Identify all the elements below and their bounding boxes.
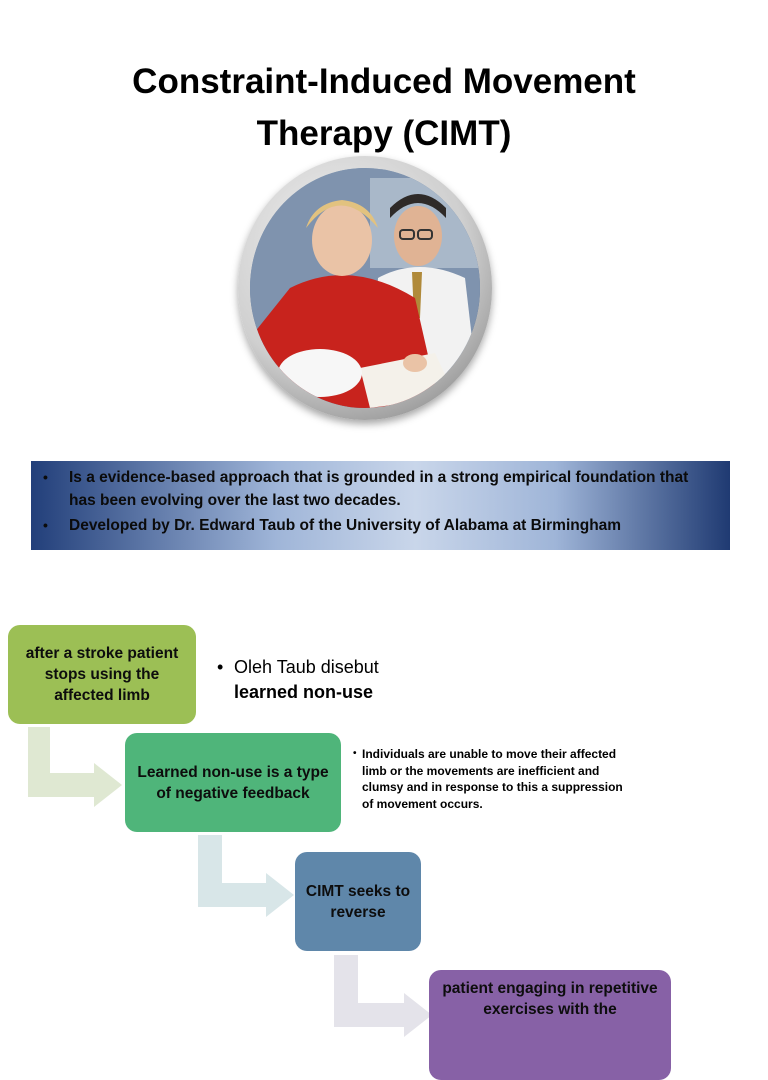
bullet-icon: • (353, 748, 357, 759)
page-title (60, 56, 708, 160)
note-individuals (353, 746, 625, 812)
flow-step-stroke (8, 625, 196, 724)
note-line: Oleh Taub disebut (234, 657, 379, 677)
flow-arrow-2 (198, 835, 298, 915)
flow-step-cimt-reverse (295, 852, 421, 951)
banner-item: • Developed by Dr. Edward Taub of the University of Alabama at Birmingham (43, 514, 716, 537)
title-line-2: Therapy (CIMT) (256, 114, 512, 153)
note-text: Individuals are unable to move their affected limb or the movements are inefficient and clumsy and in response to this a suppression of movement occurs. (362, 747, 623, 811)
therapy-photo (250, 168, 480, 408)
bullet-icon: • (217, 657, 224, 677)
info-banner (31, 461, 730, 550)
flow-step-label: Learned non-use is a type of negative feedback (137, 763, 329, 802)
note-taub (217, 655, 379, 705)
flow-step-label: CIMT seeks to reverse (305, 882, 411, 921)
flow-step-label: patient engaging in repetitive exercises with the (442, 980, 658, 1018)
flow-arrow-1 (28, 727, 128, 805)
photo-frame (238, 156, 492, 420)
flow-step-label: after a stroke patient stops using the affected limb (25, 645, 179, 704)
flow-arrow-3 (334, 955, 434, 1035)
title-line-1: Constraint-Induced Movement (132, 62, 636, 101)
note-line-bold: learned non-use (234, 682, 374, 702)
banner-item: • Is a evidence-based approach that is grounded in a strong empirical foundation that has been evolving over the last two decades. (43, 466, 716, 512)
flow-step-exercises (429, 970, 671, 1080)
flow-step-learned-non-use (125, 733, 341, 832)
banner-list (31, 461, 730, 537)
